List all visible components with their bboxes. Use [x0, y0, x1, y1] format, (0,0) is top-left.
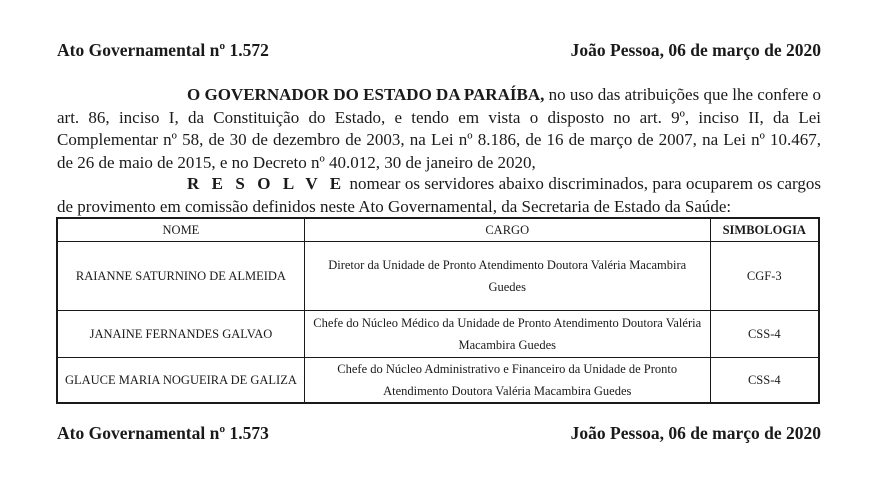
act-title: Ato Governamental nº 1.573 — [57, 423, 269, 443]
header-cargo: CARGO — [304, 218, 710, 242]
cell-simbologia: CSS-4 — [710, 358, 819, 404]
resolve-text: nomear os servidores abaixo discriminados, para ocuparem os cargos de provimento em comissão definidos neste Ato Governamental, da Secretaria de Estado da Saúde: — [57, 174, 821, 216]
cell-simbologia: CSS-4 — [710, 311, 819, 358]
cell-nome: GLAUCE MARIA NOGUEIRA DE GALIZA — [57, 358, 304, 404]
act-place-date: João Pessoa, 06 de março de 2020 — [570, 40, 821, 60]
governor-title: O GOVERNADOR DO ESTADO DA PARAÍBA, — [187, 85, 545, 104]
table-header-row — [57, 218, 819, 242]
resolve-paragraph — [57, 173, 821, 218]
appointments-table — [56, 217, 820, 404]
act-title: Ato Governamental nº 1.572 — [57, 40, 269, 60]
act-header-1573 — [57, 423, 821, 444]
cell-cargo: Diretor da Unidade de Pronto Atendimento Doutora Valéria Macambira Guedes — [304, 242, 710, 311]
table-row — [57, 358, 819, 404]
act-header-1572 — [57, 40, 821, 61]
table-row — [57, 242, 819, 311]
act-place-date: João Pessoa, 06 de março de 2020 — [570, 423, 821, 443]
cell-cargo: Chefe do Núcleo Administrativo e Financeiro da Unidade de Pronto Atendimento Doutora Valéria Macambira Guedes — [304, 358, 710, 404]
preamble-text: no uso das atribuições que lhe confere o art. 86, inciso I, da Constituição do Estado, e tendo em vista o disposto no art. 9º, inciso II, da Lei Complementar nº 58, de 30 de dezembro de 2003, na Lei nº 8.186, de 16 de março de 2007, na Lei nº 10.467, de 26 de maio de 2015, e no Decreto nº 40.012, 30 de janeiro de 2020, — [57, 85, 822, 172]
cell-cargo: Chefe do Núcleo Médico da Unidade de Pronto Atendimento Doutora Valéria Macambira Guedes — [304, 311, 710, 358]
resolve-keyword: R E S O L V E — [187, 174, 346, 193]
header-nome: NOME — [57, 218, 304, 242]
cell-simbologia: CGF-3 — [710, 242, 819, 311]
cell-nome: RAIANNE SATURNINO DE ALMEIDA — [57, 242, 304, 311]
preamble-paragraph — [57, 84, 821, 174]
header-simbologia: SIMBOLOGIA — [710, 218, 819, 242]
cell-nome: JANAINE FERNANDES GALVAO — [57, 311, 304, 358]
table-row — [57, 311, 819, 358]
